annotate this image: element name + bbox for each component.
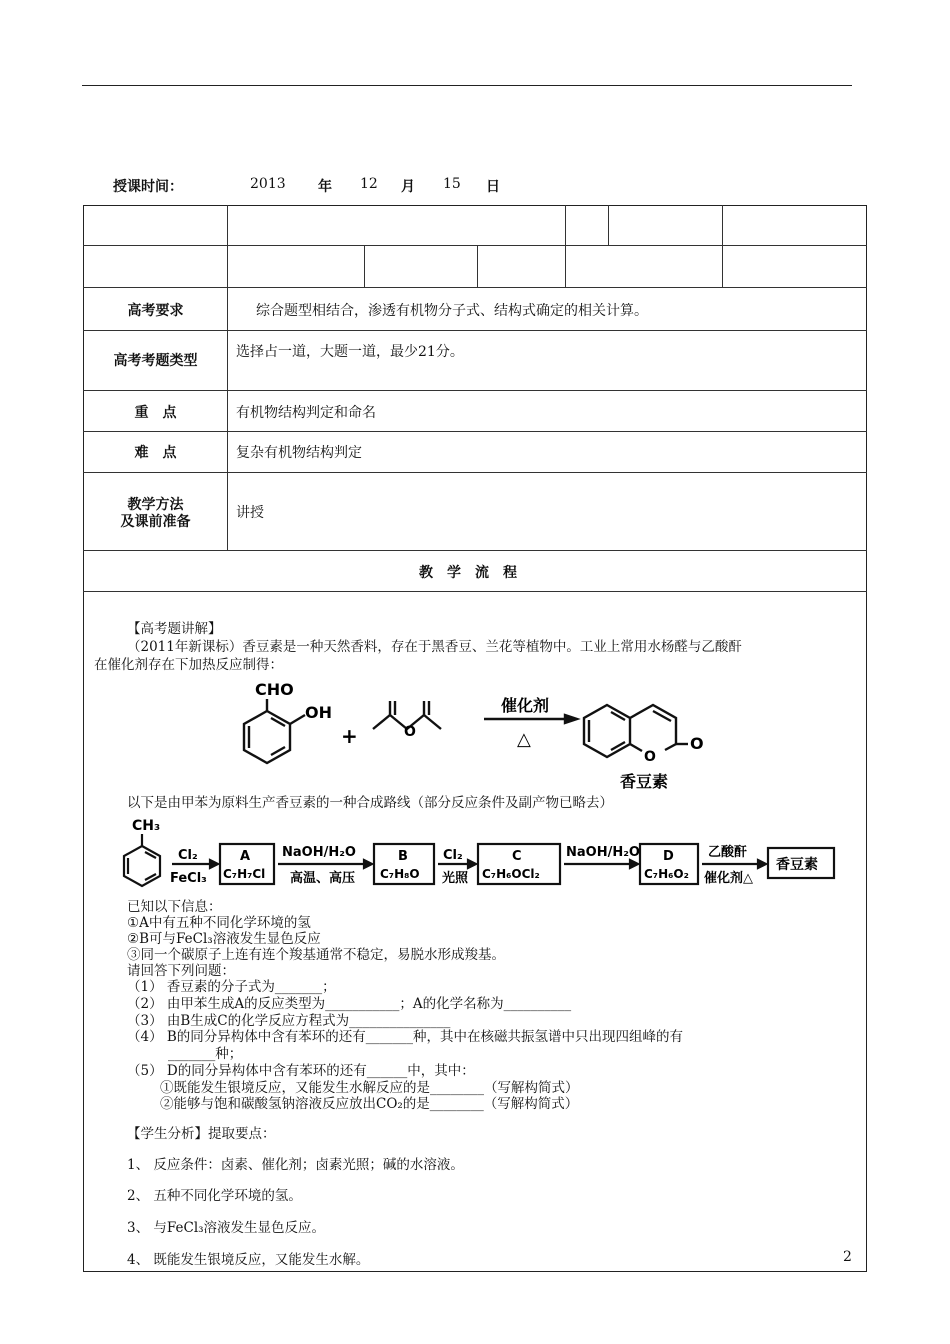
oh-label: OH <box>305 703 332 722</box>
ring-oxygen: O <box>644 749 656 765</box>
row-value-question-type: 选择占一道，大题一道，最少21分。 <box>236 344 464 360</box>
table-rule <box>608 205 609 245</box>
table-rule <box>83 472 867 473</box>
row-label-requirement: 高考要求 <box>127 303 184 319</box>
question-5: （5） D的同分异构体中含有苯环的还有______中，其中： <box>127 1063 475 1079</box>
step3-reagent: Cl₂ <box>443 848 463 863</box>
analysis-point-1: 1、 反应条件：卤素、催化剂；卤素光照；碱的水溶液。 <box>127 1157 464 1173</box>
table-rule <box>722 205 723 287</box>
table-rule <box>83 431 867 432</box>
question-3: （3） 由B生成C的化学反应方程式为_______________ <box>127 1013 451 1029</box>
step4-reagent: NaOH/H₂O <box>566 845 640 860</box>
step5-catalyst: 催化剂△ <box>704 871 753 886</box>
question-5-part-1: ①既能发生银境反应，又能发生水解反应的是________（写解构简式） <box>160 1080 579 1096</box>
intro-line-2: 在催化剂存在下加热反应制得： <box>94 657 283 673</box>
day-unit: 日 <box>486 179 500 195</box>
compound-d-name: D <box>663 849 674 864</box>
date-label: 授课时间： <box>113 179 183 195</box>
row-value-method: 讲授 <box>236 505 264 521</box>
table-rule <box>83 245 867 246</box>
coumarin-synthesis-scheme <box>225 677 755 793</box>
compound-d-formula: C₇H₆O₂ <box>644 867 689 881</box>
table-rule <box>83 287 867 288</box>
compound-b-name: B <box>398 849 408 864</box>
step1-reagent: Cl₂ <box>178 848 198 863</box>
toluene-route-scheme <box>110 812 845 898</box>
table-rule <box>565 205 566 287</box>
step2-conditions: 高温、高压 <box>290 871 356 886</box>
compound-c-name: C <box>512 849 522 864</box>
known-info-heading: 已知以下信息： <box>127 899 222 915</box>
step5-reagent: 乙酸酐 <box>708 845 748 860</box>
table-rule <box>83 390 867 391</box>
table-rule <box>364 245 365 287</box>
analysis-point-2: 2、 五种不同化学环境的氢。 <box>127 1188 302 1204</box>
month-unit: 月 <box>401 179 415 195</box>
intro-line-1: （2011年新课标）香豆素是一种天然香料，存在于黑香豆、兰花等植物中。工业上常用水杨醛与乙酸酐 <box>127 639 742 655</box>
row-label-method-line1: 教学方法 <box>127 497 184 513</box>
info-1: ①A中有五种不同化学环境的氢 <box>127 915 311 931</box>
analysis-point-4: 4、 既能发生银境反应，又能发生水解。 <box>127 1252 370 1268</box>
question-4-line-2: _______种； <box>168 1046 243 1062</box>
student-analysis-heading: 【学生分析】提取要点： <box>127 1126 276 1142</box>
coumarin-final-label: 香豆素 <box>776 857 818 873</box>
table-rule <box>477 245 478 287</box>
question-4-line-1: （4） B的同分异构体中含有苯环的还有_______种，其中在核磁共振氢谱中只出现四组峰的有 <box>127 1029 684 1045</box>
row-label-difficulty: 难 点 <box>134 445 177 461</box>
date-line <box>0 176 950 196</box>
step3-conditions: 光照 <box>442 871 469 886</box>
ester-oxygen: O <box>404 724 416 740</box>
table-rule <box>83 591 867 592</box>
row-label-method-line2: 及课前准备 <box>120 514 191 530</box>
question-5-part-2: ②能够与饱和碳酸氢钠溶液反应放出CO₂的是________（写解构简式） <box>160 1096 579 1112</box>
compound-a-name: A <box>240 849 251 864</box>
compound-b-formula: C₇H₈O <box>380 867 420 881</box>
plus-sign: + <box>341 724 358 748</box>
header-rule <box>82 85 852 86</box>
info-3: ③同一个碳原子上连有连个羧基通常不稳定，易脱水形成羧基。 <box>127 947 505 963</box>
section-title: 教学流程 <box>419 565 531 581</box>
route-intro: 以下是由甲苯为原料生产香豆素的一种合成路线（部分反应条件及副产物已略去） <box>127 795 613 811</box>
compound-a-formula: C₇H₇Cl <box>223 867 266 881</box>
year-unit: 年 <box>318 179 332 195</box>
row-label-key-point: 重 点 <box>134 405 177 421</box>
year-value: 2013 <box>250 176 286 192</box>
compound-c-formula: C₇H₆OCl₂ <box>482 867 540 881</box>
cho-label: CHO <box>255 680 294 699</box>
row-value-requirement: 综合题型相结合，渗透有机物分子式、结构式确定的相关计算。 <box>256 303 648 319</box>
table-rule <box>83 550 867 551</box>
heat-symbol: △ <box>517 729 531 750</box>
month-value: 12 <box>360 176 378 192</box>
row-value-key-point: 有机物结构判定和命名 <box>236 405 376 421</box>
day-value: 15 <box>443 176 461 192</box>
catalyst-label: 催化剂 <box>501 696 550 715</box>
step1-catalyst: FeCl₃ <box>170 871 207 886</box>
question-2: （2） 由甲苯生成A的反应类型为___________；A的化学名称为__________ <box>127 996 572 1012</box>
page-number: 2 <box>843 1249 852 1265</box>
coumarin-label: 香豆素 <box>620 772 669 791</box>
methyl-label: CH₃ <box>132 818 161 834</box>
question-1: （1） 香豆素的分子式为_______； <box>127 979 336 995</box>
question-prompt: 请回答下列问题： <box>127 963 235 979</box>
step2-reagent: NaOH/H₂O <box>282 845 356 860</box>
carbonyl-oxygen: O <box>690 734 704 753</box>
info-2: ②B可与FeCl₃溶液发生显色反应 <box>127 931 321 947</box>
analysis-point-3: 3、 与FeCl₃溶液发生显色反应。 <box>127 1220 326 1236</box>
content-heading: 【高考题讲解】 <box>127 621 222 637</box>
row-value-difficulty: 复杂有机物结构判定 <box>236 445 362 461</box>
row-label-question-type: 高考考题类型 <box>113 353 198 369</box>
table-rule <box>83 330 867 331</box>
